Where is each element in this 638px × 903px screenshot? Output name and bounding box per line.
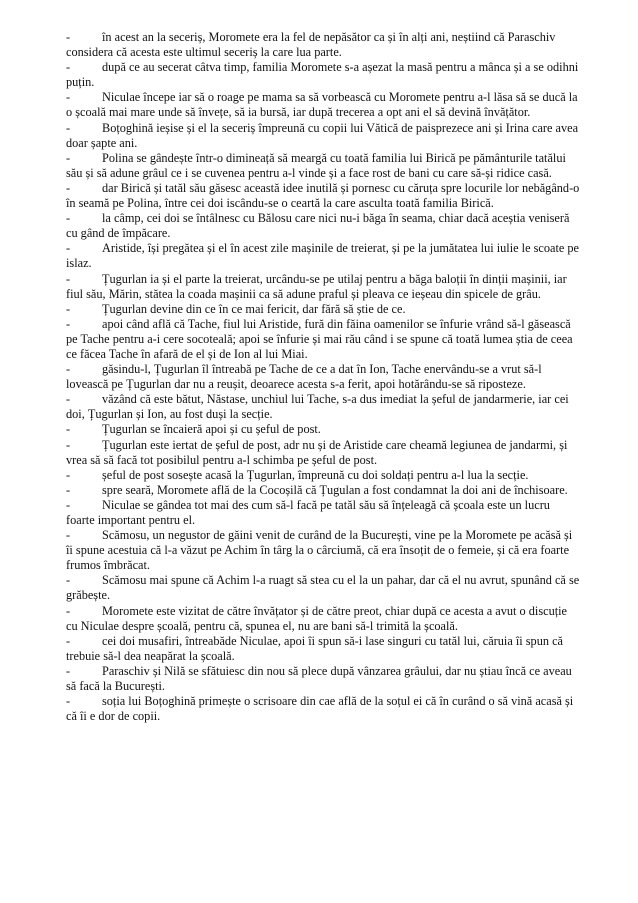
list-item: [66, 392, 580, 422]
list-item-text: după ce au secerat câtva timp, familia Moromete s-a așezat la masă pentru a mânca și a se odihni puțin.: [66, 60, 579, 90]
bullet-dash: -: [66, 663, 71, 678]
bullet-dash: -: [66, 437, 71, 452]
list-item-text: găsindu-l, Țugurlan îl întreabă pe Tache de ce a dat în Ion, Tache enervându-se a vrut să-l lovească pe Țugurlan dar nu a reușit, deoarece acesta s-a ferit, apoi hotărându-se să riposteze.: [66, 362, 542, 392]
bullet-dash: -: [66, 528, 71, 543]
list-item-text: cei doi musafiri, întreabăde Niculae, apoi îi spun să-i lase singuri cu tatăl lui, căruia îi spun că trebuie să-l dea neapărat la școală.: [66, 633, 563, 663]
list-item-text: Scămosu, un negustor de găini venit de curând de la București, vine pe la Moromete pe acăsă și îi spune acestuia că l-a văzut pe Achim în târg la o cârciumă, că era însoțit de o femeie, și că era foarte frumos îmbrăcat.: [66, 528, 573, 573]
list-item-text: Niculae începe iar să o roage pe mama sa să vorbească cu Moromete pentru a-l lăsa să se ducă la o școală mai mare unde să învețe, să ia bursă, iar după trecerea a opt ani el să devină învățător.: [66, 90, 578, 120]
list-item: [66, 121, 580, 151]
list-item: [66, 181, 580, 211]
list-item: [66, 241, 580, 271]
list-item-text: soția lui Boțoghină primește o scrisoare din cae află de la soțul ei că în curând o să vină acasă și că îi e dor de copii.: [66, 694, 574, 724]
bullet-dash: -: [66, 422, 71, 437]
list-item: [66, 498, 580, 528]
list-item: [66, 483, 580, 498]
list-item-text: Aristide, își pregătea și el în acest zile mașinile de treierat, și pe la jumătatea lui iulie le scoate pe islaz.: [66, 241, 580, 271]
list-item-text: Polina se gândește într-o dimineață să meargă cu toată familia lui Birică pe pământurile tatălui său și să adune grâul ce i se cuvenea pentru a-l vinde și a face rost de bani cu care să-și ridice casă.: [66, 150, 566, 180]
bullet-dash: -: [66, 241, 71, 256]
bullet-dash: -: [66, 60, 71, 75]
list-item-text: Țugurlan ia și el parte la treierat, urcându-se pe utilaj pentru a băga baloții în dinții mașinii, iar fiul său, Mărin, stătea la coada mașinii ca să adune praful și pleava ce ieșeau din spicele de grâu.: [66, 271, 567, 301]
bullet-dash: -: [66, 633, 71, 648]
list-item: [66, 30, 580, 60]
bullet-dash: -: [66, 497, 71, 512]
list-item-text: în acest an la seceriș, Moromete era la fel de nepăsător ca și în alți ani, neștiind că Paraschiv considera că acesta este ultimul seceriș la care lua parte.: [66, 30, 556, 60]
list-item: [66, 664, 580, 694]
bullet-dash: -: [66, 694, 71, 709]
list-item: [66, 90, 580, 120]
bullet-dash: -: [66, 180, 71, 195]
list-item: [66, 272, 580, 302]
list-item: [66, 528, 580, 573]
bullet-dash: -: [66, 211, 71, 226]
list-item-text: Țugurlan devine din ce în ce mai fericit, dar fără să știe de ce.: [102, 301, 406, 316]
bullet-dash: -: [66, 316, 71, 331]
list-item-text: Scămosu mai spune că Achim l-a ruagt să stea cu el la un pahar, dar că el nu avrut, spunând că se grăbește.: [66, 573, 580, 603]
list-item: [66, 422, 580, 437]
bullet-dash: -: [66, 30, 71, 44]
bullet-dash: -: [66, 120, 71, 135]
bullet-dash: -: [66, 467, 71, 482]
bullet-dash: -: [66, 301, 71, 316]
list-item: [66, 211, 580, 241]
list-item-text: Paraschiv și Nilă se sfătuiesc din nou să plece după vânzarea grâului, dar nu știau încă ce aveau să facă la București.: [66, 663, 572, 694]
list-item-text: spre seară, Moromete află de la Cocoșilă că Țugulan a fost condamnat la doi ani de închisoare.: [102, 482, 568, 497]
list-item: [66, 60, 580, 90]
bullet-dash: -: [66, 392, 71, 407]
list-item: [66, 634, 580, 664]
list-item: [66, 302, 580, 317]
list-item-text: văzând că este bătut, Năstase, unchiul lui Tache, s-a dus imediat la șeful de jandarmerie, iar cei doi, Țugurlan și Ion, au fost duși la secție.: [66, 392, 569, 422]
list-item-text: Niculae se gândea tot mai des cum să-l facă pe tatăl său să înțeleagă că școala este un lucru foarte important pentru el.: [66, 497, 550, 527]
bullet-dash: -: [66, 150, 71, 165]
list-item-text: Boțoghină ieșise și el la seceriș împreună cu copii lui Vătică de paisprezece ani și Irina care avea doar șapte ani.: [66, 120, 579, 150]
list-item: [66, 317, 580, 362]
list-item: [66, 604, 580, 634]
list-item-text: apoi când află că Tache, fiul lui Aristide, fură din făina oamenilor se înfurie vrând să-l găsească pe Tache pentru a-i cere socoteală; apoi se înfurie și mai rău când i se spune că toată lumea știa de ceea ce făcea Tache în afară de el și de Ion al lui Miai.: [66, 316, 573, 361]
list-item-text: Moromete este vizitat de către învățator și de către preot, chiar după ce acesta a avut o discuție cu Niculae despre școală, pentru că, spunea el, nu are bani să-l trimită la școală.: [66, 603, 568, 633]
list-item-text: dar Birică și tatăl său găsesc această idee inutilă și pornesc cu căruța spre locurile lor nebăgând-o în seamă pe Polina, între cei doi iscându-se o ceartă la care asculta toată familia Birică.: [66, 180, 580, 211]
bullet-dash: -: [66, 271, 71, 286]
list-item-text: șeful de post sosește acasă la Țugurlan, împreună cu doi soldați pentru a-l lua la secție.: [102, 467, 529, 482]
list-item-text: Țugurlan se încaieră apoi și cu șeful de post.: [102, 422, 321, 437]
bullet-list: [66, 30, 580, 724]
bullet-dash: -: [66, 573, 71, 588]
list-item: [66, 151, 580, 181]
bullet-dash: -: [66, 482, 71, 497]
list-item: [66, 468, 580, 483]
list-item-text: Țugurlan este iertat de șeful de post, adr nu și de Aristide care cheamă legiunea de jandarmi, și vrea să să facă tot posibilul pentru a-l schimba pe șeful de post.: [66, 437, 568, 467]
bullet-dash: -: [66, 603, 71, 618]
list-item: [66, 438, 580, 468]
list-item: [66, 573, 580, 603]
bullet-dash: -: [66, 90, 71, 105]
bullet-dash: -: [66, 362, 71, 377]
list-item-text: la câmp, cei doi se întâlnesc cu Bălosu care nici nu-i băga în seama, chiar dacă aceștia veniseră cu gând de împăcare.: [66, 211, 570, 241]
list-item: [66, 362, 580, 392]
list-item: [66, 694, 580, 724]
